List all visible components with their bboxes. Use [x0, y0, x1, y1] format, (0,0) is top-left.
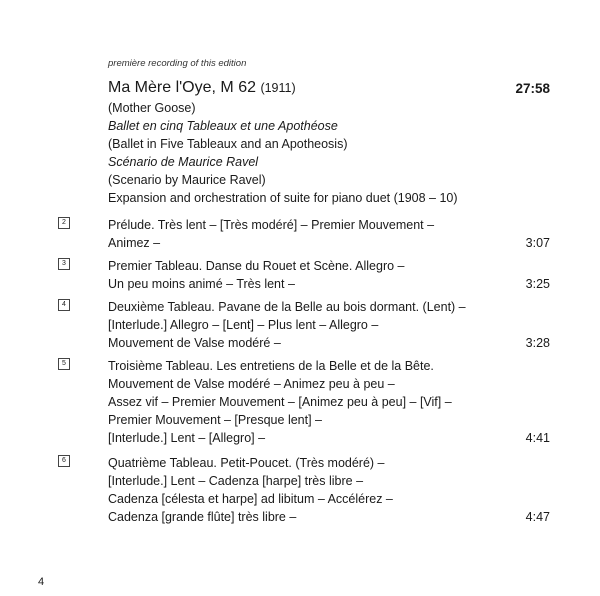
track-line: Un peu moins animé – Très lent –: [108, 277, 295, 291]
track-line: Premier Mouvement – [Presque lent] –: [108, 413, 322, 427]
track-line: [Interlude.] Allegro – [Lent] – Plus lent – Allegro –: [108, 318, 379, 332]
edition-note: première recording of this edition: [108, 58, 247, 69]
track-number-box: 3: [58, 258, 70, 270]
page-number: 4: [38, 576, 45, 588]
track-duration: 3:07: [525, 236, 550, 250]
track-line: Prélude. Très lent – [Très modéré] – Premier Mouvement –: [108, 218, 435, 232]
work-title-text: Ma Mère l'Oye, M 62: [108, 79, 256, 96]
track-line: Animez –: [108, 236, 161, 250]
track-number-box: 6: [58, 455, 70, 467]
desc-line: Ballet en cinq Tableaux et une Apothéose: [108, 119, 338, 133]
track-line: Cadenza [grande flûte] très libre –: [108, 510, 297, 524]
work-year: (1911): [260, 81, 296, 95]
track-line: Premier Tableau. Danse du Rouet et Scène. Allegro –: [108, 259, 405, 273]
track-duration: 4:47: [525, 510, 550, 524]
track-number-box: 5: [58, 358, 70, 370]
track-line: Cadenza [célesta et harpe] ad libitum – Accélérez –: [108, 492, 393, 506]
work-duration: 27:58: [515, 81, 550, 96]
desc-line: (Ballet in Five Tableaux and an Apotheosis): [108, 137, 348, 151]
track-duration: 3:25: [525, 277, 550, 291]
work-title: [108, 79, 296, 97]
work-description: [108, 99, 458, 207]
track-line: Mouvement de Valse modéré –: [108, 336, 281, 350]
track-line: Assez vif – Premier Mouvement – [Animez peu à peu] – [Vif] –: [108, 395, 452, 409]
desc-line: (Mother Goose): [108, 101, 196, 115]
track-line: Mouvement de Valse modéré – Animez peu à peu –: [108, 377, 395, 391]
desc-line: Expansion and orchestration of suite for piano duet (1908 – 10): [108, 191, 458, 205]
track-number-box: 4: [58, 299, 70, 311]
track-duration: 4:41: [525, 431, 550, 445]
track-line: Deuxième Tableau. Pavane de la Belle au bois dormant. (Lent) –: [108, 300, 466, 314]
track-duration: 3:28: [525, 336, 550, 350]
desc-line: Scénario de Maurice Ravel: [108, 155, 259, 169]
track-line: [Interlude.] Lent – [Allegro] –: [108, 431, 266, 445]
track-line: [Interlude.] Lent – Cadenza [harpe] très libre –: [108, 474, 364, 488]
desc-line: (Scenario by Maurice Ravel): [108, 173, 266, 187]
track-line: Quatrième Tableau. Petit-Poucet. (Très modéré) –: [108, 456, 385, 470]
track-number-box: 2: [58, 217, 70, 229]
track-line: Troisième Tableau. Les entretiens de la Belle et de la Bête.: [108, 359, 434, 373]
